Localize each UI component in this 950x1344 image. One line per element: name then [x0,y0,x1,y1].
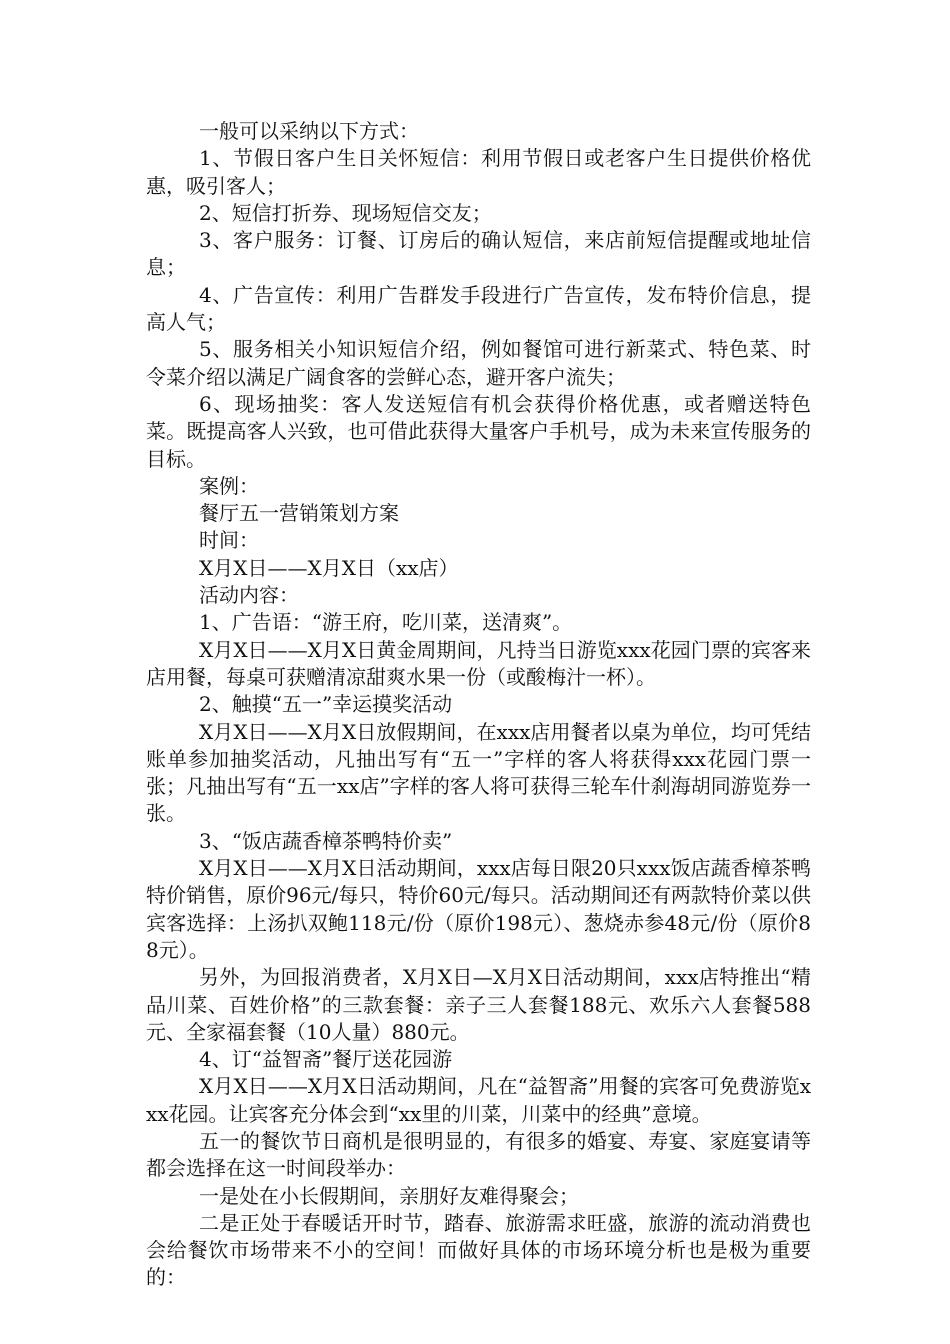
time-value: X月X日——X月X日（xx店） [199,555,459,580]
document-body [146,118,811,1292]
activity-4-heading: 4、订“益智斋”餐厅送花园游 [199,1047,453,1072]
activity-3-heading: 3、“饭店蔬香樟茶鸭特价卖” [199,828,453,853]
activity-1-heading: 1、广告语：“游王府，吃川菜，送清爽”。 [199,610,573,635]
activity-3-detail: X月X日——X月X日活动期间，xxx店每日限20只xxx饭店蔬香樟茶鸭特价销售，原价96元/每只，特价60元/每只。活动期间还有两款特价菜以供宾客选择：上汤扒双鲍118元/份（原价198元）、葱烧赤参48元/份（原价88元）。 [146,856,811,962]
case-label: 案例： [199,473,259,498]
method-item-3: 3、客户服务：订餐、订房后的确认短信，来店前短信提醒或地址信息； [146,228,811,280]
plan-title: 餐厅五一营销策划方案 [199,501,399,526]
method-item-1: 1、节假日客户生日关怀短信：利用节假日或老客户生日提供价格优惠，吸引客人； [146,146,811,198]
method-item-2: 2、短信打折券、现场短信交友； [199,200,492,225]
activity-2-detail: X月X日——X月X日放假期间，在xxx店用餐者以桌为单位，均可凭结账单参加抽奖活动，凡抽出写有“五一”字样的客人将获得xxx花园门票一张；凡抽出写有“五一xx店”字样的客人将可获得三轮车什刹海胡同游览券一张。 [146,719,811,826]
intro-paragraph: 一般可以采纳以下方式： [199,119,419,143]
method-item-4: 4、广告宣传：利用广告群发手段进行广告宣传，发布特价信息，提高人气； [146,282,811,335]
method-item-5: 5、服务相关小知识短信介绍，例如餐馆可进行新菜式、特色菜、时令菜介绍以满足广阔食客的尝鲜心态，避开客户流失； [146,337,811,389]
method-item-6: 6、现场抽奖：客人发送短信有机会获得价格优惠，或者赠送特色菜。既提高客人兴致，也可借此获得大量客户手机号，成为未来宣传服务的目标。 [146,391,811,471]
analysis-paragraph: 五一的餐饮节日商机是很明显的，有很多的婚宴、寿宴、家庭宴请等都会选择在这一时间段举办： [146,1128,811,1181]
reason-2: 二是正处于春暖话开时节，踏春、旅游需求旺盛，旅游的流动消费也会给餐饮市场带来不小的空间！而做好具体的市场环境分析也是极为重要的： [146,1210,811,1290]
activity-2-heading: 2、触摸“五一”幸运摸奖活动 [199,692,453,717]
activity-label: 活动内容： [199,583,299,608]
activity-3-extra: 另外，为回报消费者，X月X日—X月X日活动期间，xxx店特推出“精品川菜、百姓价格”的三款套餐：亲子三人套餐188元、欢乐六人套餐588元、全家福套餐（10人量）880元。 [146,965,811,1044]
activity-1-detail: X月X日——X月X日黄金周期间，凡持当日游览xxx花园门票的宾客来店用餐，每桌可获赠清凉甜爽水果一份（或酸梅汁一杯）。 [146,637,811,689]
time-label: 时间： [199,528,259,553]
activity-4-detail: X月X日——X月X日活动期间，凡在“益智斋”用餐的宾客可免费游览xxx花园。让宾客充分体会到“xx里的川菜，川菜中的经典”意境。 [146,1074,811,1126]
reason-1: 一是处在小长假期间，亲朋好友难得聚会； [199,1183,579,1208]
